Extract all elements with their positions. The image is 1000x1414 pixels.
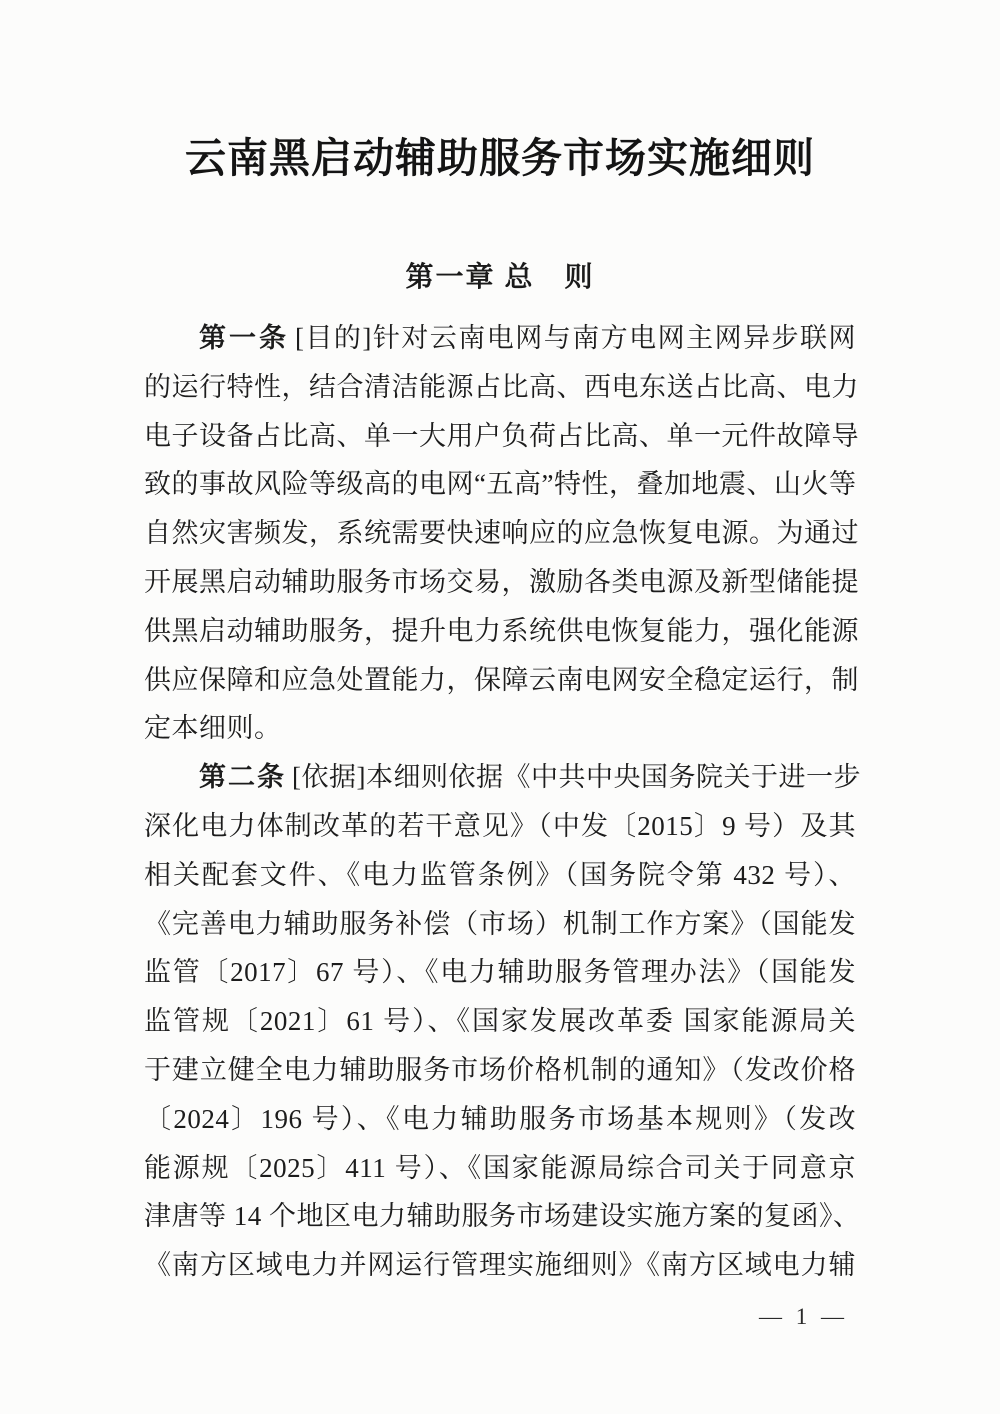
body-line: 开展黑启动辅助服务市场交易，激励各类电源及新型储能提 bbox=[144, 566, 859, 597]
body-line: 〔2024〕196 号）、《电力辅助服务市场基本规则》（发改 bbox=[144, 1103, 856, 1134]
body-line: 致的事故风险等级高的电网“五高”特性，叠加地震、山火等 bbox=[144, 469, 857, 500]
body-line: 电子设备占比高、单一大用户负荷占比高、单一元件故障导 bbox=[144, 420, 859, 451]
document-title: 云南黑启动辅助服务市场实施细则 bbox=[185, 135, 815, 181]
body-line: 的运行特性，结合清洁能源占比高、西电东送占比高、电力 bbox=[144, 371, 859, 402]
article-number: 第一条 bbox=[199, 323, 289, 353]
body-line: 监管〔2017〕67 号）、《电力辅助服务管理办法》（国能发 bbox=[144, 957, 856, 988]
body-line: 监管规〔2021〕61 号）、《国家发展改革委 国家能源局关 bbox=[144, 1006, 856, 1037]
chapter-heading: 第一章 总 则 bbox=[405, 262, 595, 293]
body-line: 能源规〔2025〕411 号）、《国家能源局综合司关于同意京 bbox=[144, 1152, 856, 1183]
body-line: 第二条 [依据]本细则依据《中共中央国务院关于进一步 bbox=[199, 762, 861, 793]
body-line: 《南方区域电力并网运行管理实施细则》《南方区域电力辅 bbox=[144, 1250, 856, 1281]
article-number: 第二条 bbox=[199, 762, 286, 793]
body-line: 深化电力体制改革的若干意见》（中发〔2015〕9 号）及其 bbox=[144, 810, 856, 841]
body-line: 《完善电力辅助服务补偿（市场）机制工作方案》（国能发 bbox=[144, 908, 856, 939]
body-line: 于建立健全电力辅助服务市场价格机制的通知》（发改价格 bbox=[144, 1054, 856, 1085]
document-body bbox=[144, 314, 861, 1290]
body-line: 供黑启动辅助服务，提升电力系统供电恢复能力，强化能源 bbox=[144, 615, 859, 646]
body-line: 自然灾害频发，系统需要快速响应的应急恢复电源。为通过 bbox=[144, 518, 859, 549]
body-line: 第一条 [目的]针对云南电网与南方电网主网异步联网 bbox=[199, 323, 856, 353]
body-line: 定本细则。 bbox=[144, 713, 282, 744]
page-number: — 1 — bbox=[759, 1304, 848, 1329]
body-line: 供应保障和应急处置能力，保障云南电网安全稳定运行，制 bbox=[144, 664, 859, 695]
body-line: 相关配套文件、《电力监管条例》（国务院令第 432 号）、 bbox=[144, 859, 856, 890]
body-line: 津唐等 14 个地区电力辅助服务市场建设实施方案的复函》、 bbox=[144, 1201, 861, 1232]
